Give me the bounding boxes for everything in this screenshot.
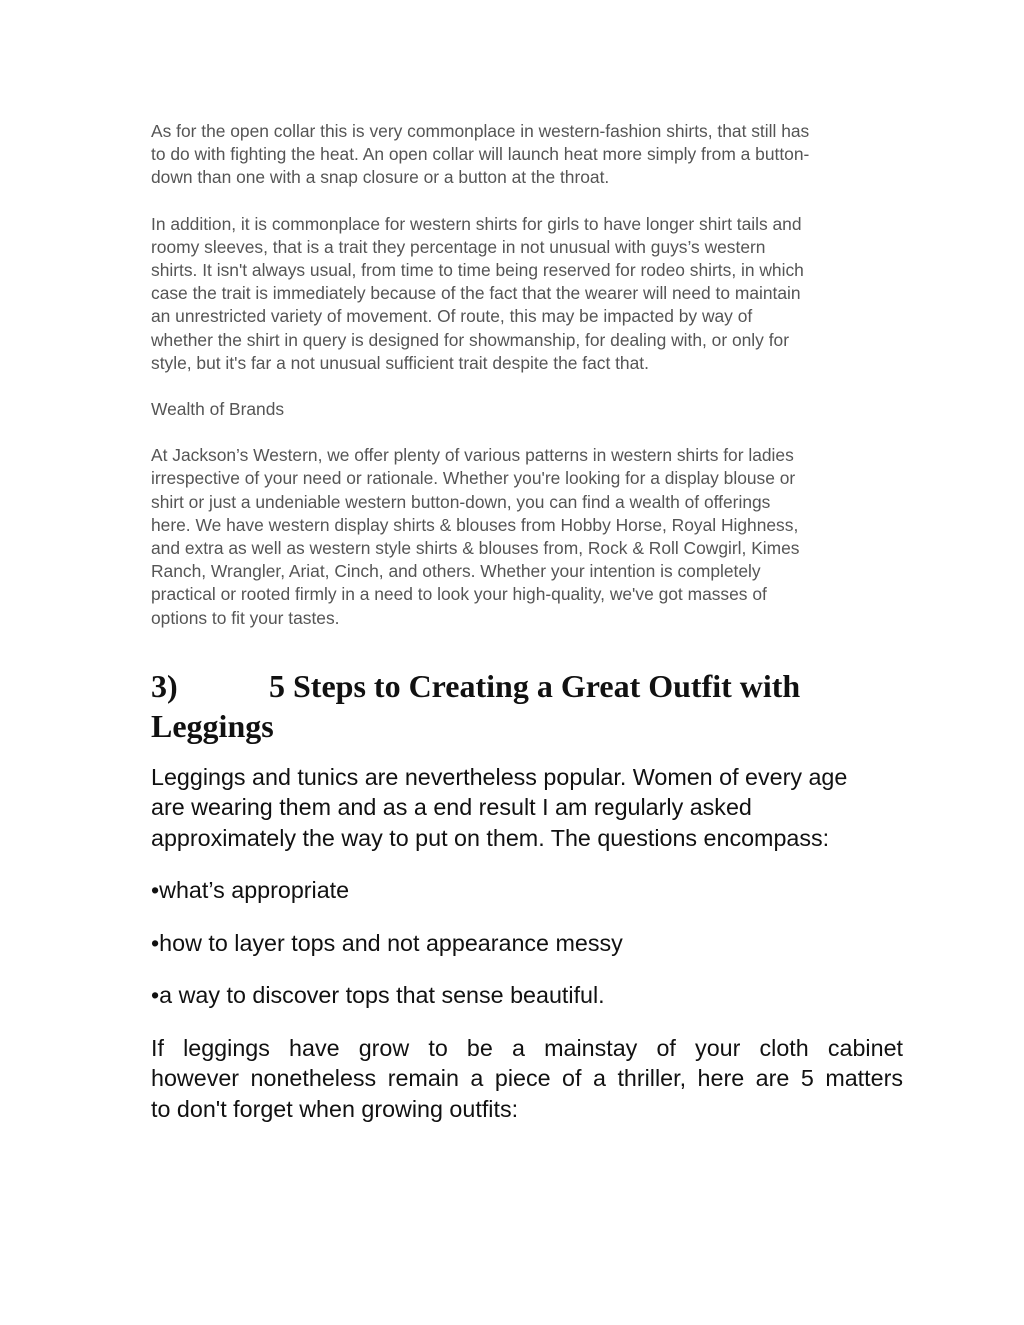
section-title-line1: 5 Steps to Creating a Great Outfit with — [269, 667, 801, 704]
closing-line-2: however nonetheless remain a piece of a thriller, here are 5 matters — [151, 1065, 903, 1092]
closing-line-1: If leggings have grow to be a mainstay of your cloth cabinet — [151, 1034, 903, 1061]
paragraph-open-collar: As for the open collar this is very commonplace in western-fashion shirts, that still has to do with fighting the heat. An open collar will launch heat more simply from a button- down than one with a snap closure or a button at the throat. — [151, 121, 810, 188]
bullet-item-layer-tops: •how to layer tops and not appearance messy — [151, 929, 623, 956]
paragraph-closing — [151, 1033, 903, 1125]
paragraph-jacksons-western: At Jackson’s Western, we offer plenty of various patterns in western shirts for ladies irrespective of your need or rationale. Whether you're looking for a display blouse or shirt or just a undeniable western button-down, you can find a wealth of offerings here. We have western display shirts & blouses from Hobby Horse, Royal Highness, and extra as well as western style shirts & blouses from, Rock & Roll Cowgirl, Kimes Ranch, Wrangler, Ariat, Cinch, and others. Whether your intention is completely practical or rooted firmly in a need to look your high-quality, we've got masses of options to fit your tastes. — [151, 445, 800, 628]
section-number: 3) — [151, 667, 178, 704]
paragraph-leggings-intro: Leggings and tunics are nevertheless popular. Women of every age are wearing them and as a end result I am regularly asked approximately the way to put on them. The questions encompass: — [151, 763, 848, 851]
document-page — [151, 120, 903, 1124]
bullet-item-discover-tops: •a way to discover tops that sense beautiful. — [151, 982, 605, 1009]
paragraph-shirt-tails: In addition, it is commonplace for western shirts for girls to have longer shirt tails and roomy sleeves, that is a trait they percentage in not unusual with guys’s western shirts. It isn't always usual, from time to time being reserved for rodeo shirts, in which case the trait is immediately because of the fact that the wearer will need to maintain an unrestricted variety of movement. Of route, this may be impacted by way of whether the shirt in query is designed for showmanship, for dealing with, or only for style, but it's far a not unusual sufficient trait despite the fact that. — [151, 213, 804, 373]
subheading-wealth-of-brands: Wealth of Brands — [151, 399, 285, 420]
closing-line-3: to don't forget when growing outfits: — [151, 1095, 519, 1122]
bullet-item-appropriate: •what’s appropriate — [151, 877, 350, 904]
section-heading — [151, 666, 903, 746]
section-title-line2: Leggings — [151, 707, 274, 744]
